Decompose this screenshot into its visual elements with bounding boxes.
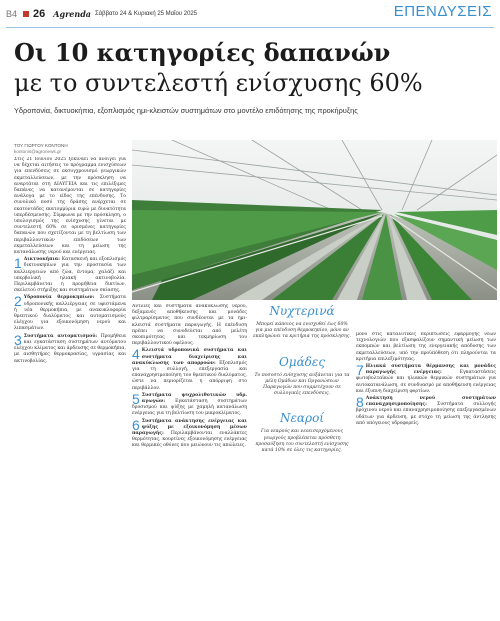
- paragraph: Αντλίες και συστήματα ανακύκλωσης νερού, δεξαμενές αποθήκευσης και μονάδες φιλτραρίσματος που συνδέονται με τα ημι-κλειστά συστήματα παραγωγής. Η επένδυση πρέπει να συνοδεύεται από μελέτη σκοπιμότητας και τεκμηρίωση του περιβαλλοντικού οφέλους.: [132, 304, 247, 347]
- item-title: Υδροπονία θερμοκηπίων:: [23, 295, 95, 301]
- item-title: Ανάκτηση νερού συστημάτων επαναχρησιμοποίησης:: [365, 396, 496, 408]
- item-number: 6: [132, 416, 140, 433]
- header-divider: [6, 27, 494, 28]
- item-number: 8: [356, 394, 364, 411]
- headline-line-2: με το συντελεστή ενίσχυσης 60%: [14, 69, 423, 97]
- paragraph: μόνο στις καταλυτικές περιπτώσεις εφαρμογής νέων τεχνολογιών που εξασφαλίζουν σημαντική μείωση των εκπομπών και βελτίωση της ενεργειακής απόδοσης των εκμεταλλεύσεων, υπό την προϋπόθεση ότι πληρούνται τα κριτήρια επιλεξιμότητας.: [356, 332, 496, 362]
- article-intro: Στις 21 Ιουνίου 2025 ξεκινάει να ανοίγει για να δέχεται αιτήσεις το πρόγραμμα ενισχύσεων για επενδύσεις σε εκσυγχρονισμό γεωργικών εκμεταλλεύσεων, με την πρόσκληση να αναρτάται στη ΔΙΑΥΓΕΙΑ και τις επιλέξιμες δαπάνες να κατανέμονται σε κατηγορίες ανάλογα με το είδος της επένδυσης. Το συνολικό ποσό της δράσης ανέρχεται σε εκατοντάδες εκατομμύρια ευρώ με δυνατότητα υπερδέσμευσης. Σύμφωνα με την πρόσκληση, ο υπολογισμός της ενίσχυσης γίνεται με συντελεστή 60% σε ορισμένες κατηγορίες δαπανών που σχετίζονται με τη βελτίωση των περιβαλλοντικών επιδόσεων των εκμεταλλεύσεων και τη μείωση της κατανάλωσης νερού και ενέργειας.: [14, 157, 126, 256]
- sidebar-text: Το ποσοστό ενίσχυσης αυξάνεται για τα μέλη Ομάδων και Οργανώσεων Παραγωγών που συμμετέχουν σε συλλογικές επενδύσεις.: [254, 372, 350, 397]
- item-title: Ηλιακά συστήματα θέρμανσης και μονάδες παραγωγής ενέργειας:: [365, 364, 496, 376]
- greenhouse-photo: [132, 140, 497, 300]
- sidebar-heading: Νεαροί: [279, 411, 325, 426]
- item-text: Εγκατάσταση συστημάτων δροσισμού και ψύξης με χαμηλή κατανάλωση ενέργειας για τη βελτίωση του μικροκλίματος.: [132, 399, 247, 417]
- sidebar-heading: Νυχτερινά: [269, 304, 335, 318]
- sidebar-block: [253, 304, 351, 341]
- edition-date: Σάββατο 24 & Κυριακή 25 Μαΐου 2025: [94, 11, 198, 17]
- page-number: 26: [33, 8, 46, 20]
- sidebar-block: [253, 411, 351, 454]
- item-text: Συστήματα συλλογής βρόχινου νερού και επαναχρησιμοποίησης επεξεργασμένων υδάτων για άρδευση, με στόχο τη μείωση της άντλησης από υπόγειους υδροφορείς.: [356, 402, 496, 426]
- item-number: 1: [14, 255, 22, 272]
- list-item: [132, 348, 247, 391]
- item-text: Προμήθεια και εγκατάσταση συστημάτων αυτόματου ελέγχου κλίματος και άρδευσης σε θερμοκήπια, με αισθητήρες θερμοκρασίας, υγρασίας και ακτινοβολίας.: [14, 333, 126, 364]
- item-number: 4: [132, 346, 140, 363]
- item-title: Κλειστά υδροπονικά συστήματα και συστήματα διαχείρισης και ανακύκλωσης των απορροών:: [132, 348, 247, 366]
- item-title: Συστήματα αυτοματισμού:: [23, 333, 98, 339]
- list-item: [14, 257, 126, 294]
- sidebar-heading: Ομάδες: [278, 354, 326, 369]
- page-marker-icon: [23, 11, 29, 17]
- item-number: 2: [14, 293, 22, 310]
- item-number: 5: [132, 390, 140, 407]
- section-title: ΕΠΕΝΔΥΣΕΙΣ: [393, 3, 492, 20]
- headline-line-1: Οι 10 κατηγορίες δαπανών: [14, 38, 391, 67]
- author-email: kontonis@agronews.gr: [14, 149, 62, 154]
- item-text: Εξοπλισμός για τη συλλογή, επεξεργασία και επαναχρησιμοποίηση του θρεπτικού διαλύματος, ώστε να περιορίζεται η απόρριψη στο περιβάλλον.: [132, 360, 247, 391]
- byline: [14, 143, 68, 155]
- item-text: Κατασκευή και εξοπλισμός δικτυοκηπίων για την προστασία των καλλιεργειών από ζώα, έντομα, χαλάζι και υπερβολική ηλιακή ακτινοβολία. Περιλαμβάνεται η προμήθεια δικτύων, σκελετού στήριξης και συστημάτων σκίασης.: [14, 257, 126, 294]
- sidebar-highlights: [253, 304, 351, 617]
- list-item: [132, 390, 247, 418]
- item-title: Δικτυοκήπια:: [23, 257, 60, 263]
- item-text: Περιλαμβάνονται εναλλάκτες θερμότητας, κουρτίνες εξοικονόμησης ενέργειας και θερμικές οθόνες που μειώνουν τις απώλειες.: [132, 431, 247, 449]
- author-name: ΤΟΥ ΓΙΩΡΓΟΥ ΚΟΝΤΟΝΗ: [14, 143, 68, 148]
- publication-name: Agrenda: [53, 9, 91, 19]
- sidebar-block: [253, 355, 351, 398]
- sidebar-text: Για νεαρούς και νεοεισερχόμενους γεωργούς προβλέπεται πρόσθετη προσαύξηση του συντελεστή ενίσχυσης κατά 10% σε όλες τις κατηγορίες.: [255, 429, 349, 454]
- list-item: [132, 416, 247, 450]
- list-item: [356, 364, 496, 395]
- item-number: 7: [356, 362, 364, 379]
- item-text: Εγκαταστάσεις φωτοβολταϊκών και ηλιακών θερμικών συστημάτων για αυτοκατανάλωση, σε συνδυασμό με αποθήκευση ενέργειας και έξυπνη διαχείριση φορτίων.: [356, 370, 496, 394]
- article-column-2: [132, 304, 247, 617]
- item-title: Συστήματα ψυχρολιθοτικών υδρ. αγωγών:: [141, 392, 247, 405]
- article-column-3: [356, 332, 496, 617]
- item-number: 3: [14, 331, 22, 348]
- item-title: Συστήματα ανάκτησης ενέργειας και ψύξης με εξοικονόμηση μέσων παραγωγής:: [132, 418, 247, 437]
- list-item: [356, 396, 496, 427]
- list-item: [14, 331, 126, 365]
- page-prefix: B4: [6, 9, 18, 19]
- list-item: [14, 295, 126, 332]
- article-column-1: [14, 157, 126, 617]
- article-subheadline: Υδροπονία, δικτυοκήπια, εξοπλισμός ημι-κλειστών συστημάτων στο μοντέλο επιδότησης της προκήρυξης: [14, 106, 358, 115]
- sidebar-text: Μπορεί κάποιος να ενισχυθεί έως 60% για μια επένδυση θερμοκηπίου, μόνο αν εκπληρώνει τα κριτήρια της πρόσκλησης.: [253, 322, 351, 340]
- article-headline: [14, 38, 494, 98]
- item-text: Συστήματα υδροπονικής καλλιέργειας σε υφιστάμενα ή νέα θερμοκήπια, με ανακυκλοφορία θρεπτικού διαλύματος και αυτοματισμούς ελέγχου για εξοικονόμηση νερού και λιπασμάτων.: [14, 295, 126, 332]
